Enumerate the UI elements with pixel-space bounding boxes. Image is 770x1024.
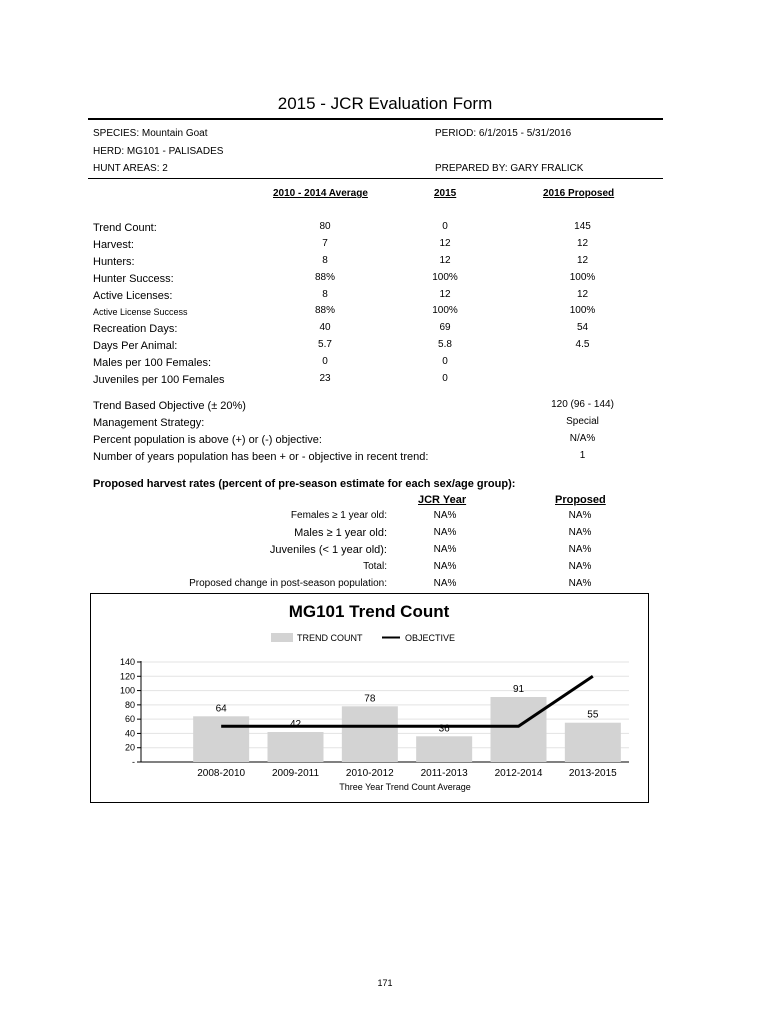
harvest-rate-label: Juveniles (< 1 year old): bbox=[269, 544, 387, 556]
stat-value: 100% bbox=[569, 272, 596, 283]
legend-label-objective: OBJECTIVE bbox=[405, 633, 456, 643]
bar-data-label: 36 bbox=[438, 723, 450, 735]
bar-data-label: 91 bbox=[512, 684, 525, 695]
stat-label: Active License Success bbox=[93, 307, 188, 317]
stat-label: Harvest: bbox=[93, 239, 134, 251]
column-header-2015: 2015 bbox=[434, 188, 457, 199]
stat-value: 100% bbox=[432, 272, 458, 283]
column-header-average: 2010 - 2014 Average bbox=[273, 188, 368, 199]
harvest-rate-proposed: NA% bbox=[568, 561, 592, 572]
harvest-rate-jcr: NA% bbox=[433, 527, 457, 538]
chart-title: MG101 Trend Count bbox=[288, 602, 450, 621]
y-tick-label: - bbox=[132, 757, 135, 767]
harvest-rate-proposed: NA% bbox=[568, 544, 592, 555]
page-number: 171 bbox=[377, 978, 393, 988]
harvest-rate-jcr: NA% bbox=[433, 510, 457, 521]
stat-label: Hunters: bbox=[93, 256, 135, 268]
bar-trend-count bbox=[268, 732, 324, 762]
stat-value: 5.8 bbox=[438, 339, 452, 350]
stat-label: Males per 100 Females: bbox=[93, 357, 211, 369]
hunt-areas-label: HUNT AREAS: 2 bbox=[93, 163, 168, 174]
stat-value: 88% bbox=[314, 305, 335, 316]
herd-label: HERD: MG101 - PALISADES bbox=[93, 146, 224, 157]
stat-value: 8 bbox=[322, 255, 328, 266]
y-tick-label: 140 bbox=[119, 657, 135, 667]
bar-trend-count bbox=[565, 723, 621, 762]
stat-label: Days Per Animal: bbox=[93, 340, 178, 352]
objective-label: Number of years population has been + or - objective in recent trend: bbox=[93, 451, 429, 463]
objective-label: Trend Based Objective (± 20%) bbox=[93, 400, 246, 412]
harvest-rate-label: Males ≥ 1 year old: bbox=[294, 527, 387, 539]
bar-trend-count bbox=[193, 716, 249, 762]
y-tick-label: 20 bbox=[124, 742, 135, 753]
harvest-rate-proposed: NA% bbox=[568, 527, 592, 538]
bar-trend-count bbox=[491, 697, 547, 762]
page-title: 2015 - JCR Evaluation Form bbox=[277, 94, 493, 113]
stat-value: 0 bbox=[322, 356, 328, 367]
y-tick-label: 60 bbox=[124, 714, 135, 725]
stat-value: 100% bbox=[569, 305, 596, 316]
x-tick-label: 2009-2011 bbox=[271, 768, 320, 779]
harvest-rate-jcr: NA% bbox=[433, 578, 457, 589]
stat-value: 12 bbox=[439, 255, 451, 266]
stat-value: 12 bbox=[576, 255, 589, 266]
stat-value: 80 bbox=[319, 221, 331, 232]
stat-value: 100% bbox=[432, 305, 458, 316]
stat-value: 12 bbox=[576, 238, 589, 249]
stat-value: 12 bbox=[439, 289, 451, 300]
harvest-rate-jcr: NA% bbox=[433, 561, 457, 572]
stat-label: Hunter Success: bbox=[93, 273, 174, 285]
stat-label: Recreation Days: bbox=[93, 323, 178, 335]
bar-trend-count bbox=[342, 706, 398, 762]
stat-label: Active Licenses: bbox=[93, 290, 173, 302]
x-tick-label: 2012-2014 bbox=[494, 768, 543, 779]
bar-data-label: 55 bbox=[587, 709, 599, 721]
harvest-rate-jcr: NA% bbox=[433, 544, 457, 555]
stat-value: 88% bbox=[314, 272, 335, 283]
objective-value: 120 (96 - 144) bbox=[551, 399, 614, 410]
stat-value: 0 bbox=[442, 221, 448, 232]
harvest-rate-proposed: NA% bbox=[568, 578, 592, 589]
stat-label: Juveniles per 100 Females bbox=[93, 374, 225, 386]
bar-data-label: 64 bbox=[215, 703, 227, 715]
bar-trend-count bbox=[416, 736, 472, 762]
legend-swatch-trend-count bbox=[271, 633, 293, 642]
harvest-col-jcr-year: JCR Year bbox=[418, 494, 467, 506]
x-tick-label: 2008-2010 bbox=[197, 768, 246, 779]
harvest-rates-heading: Proposed harvest rates (percent of pre-season estimate for each sex/age group): bbox=[93, 478, 516, 490]
stat-value: 8 bbox=[322, 289, 328, 300]
objective-value: N/A% bbox=[569, 433, 596, 444]
objective-value: 1 bbox=[579, 450, 586, 461]
x-tick-label: 2011-2013 bbox=[420, 768, 468, 779]
header-rule bbox=[88, 178, 663, 179]
harvest-rate-label: Total: bbox=[363, 561, 387, 572]
objective-label: Management Strategy: bbox=[93, 417, 205, 429]
stat-value: 145 bbox=[574, 221, 591, 232]
stat-value: 69 bbox=[439, 322, 451, 333]
objective-label: Percent population is above (+) or (-) objective: bbox=[93, 434, 322, 446]
harvest-rate-label: Females ≥ 1 year old: bbox=[290, 510, 387, 521]
period-label: PERIOD: 6/1/2015 - 5/31/2016 bbox=[435, 128, 572, 139]
species-label: SPECIES: Mountain Goat bbox=[93, 128, 208, 139]
stat-value: 7 bbox=[322, 238, 328, 249]
objective-value: Special bbox=[566, 416, 599, 427]
stat-value: 4.5 bbox=[575, 339, 590, 350]
stat-value: 0 bbox=[442, 356, 448, 367]
stat-value: 0 bbox=[442, 373, 448, 384]
stat-value: 5.7 bbox=[318, 339, 332, 350]
stat-value: 12 bbox=[439, 238, 451, 249]
stat-value: 54 bbox=[576, 322, 589, 333]
y-tick-label: 40 bbox=[124, 728, 135, 739]
harvest-rate-proposed: NA% bbox=[568, 510, 592, 521]
x-tick-label: 2013-2015 bbox=[568, 768, 617, 779]
trend-count-chart bbox=[90, 593, 649, 803]
column-header-proposed: 2016 Proposed bbox=[543, 188, 615, 199]
stat-value: 40 bbox=[319, 322, 331, 333]
y-tick-label: 80 bbox=[124, 699, 135, 710]
stat-label: Trend Count: bbox=[93, 222, 157, 234]
stat-value: 12 bbox=[576, 289, 589, 300]
bar-data-label: 78 bbox=[364, 693, 376, 705]
prepared-by-label: PREPARED BY: GARY FRALICK bbox=[435, 163, 584, 174]
title-rule bbox=[88, 118, 663, 120]
x-axis-title: Three Year Trend Count Average bbox=[339, 782, 471, 792]
x-tick-label: 2010-2012 bbox=[345, 768, 394, 779]
y-tick-label: 120 bbox=[119, 671, 135, 682]
harvest-rate-label: Proposed change in post-season population: bbox=[189, 578, 387, 589]
harvest-col-proposed: Proposed bbox=[555, 494, 606, 506]
y-tick-label: 100 bbox=[119, 685, 135, 696]
chart-svg bbox=[91, 594, 647, 801]
stat-value: 23 bbox=[319, 373, 331, 384]
legend-label-trend-count: TREND COUNT bbox=[297, 633, 363, 643]
bar-data-label: 42 bbox=[289, 719, 302, 730]
